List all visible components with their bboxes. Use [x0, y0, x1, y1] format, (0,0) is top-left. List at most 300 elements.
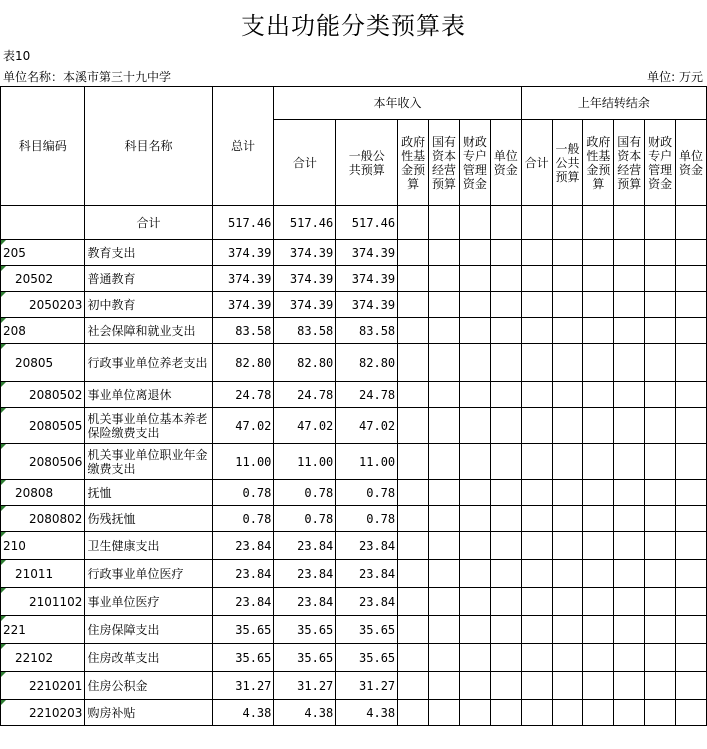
header-state-capital: 国有资本经营预算 [429, 120, 460, 206]
empty-cell [552, 644, 583, 672]
row-code: 2080802 [1, 506, 85, 532]
row-general: 23.84 [336, 560, 398, 588]
row-code: 20502 [1, 266, 85, 292]
header-code: 科目编码 [1, 87, 85, 206]
empty-cell [676, 560, 707, 588]
table-row [1, 588, 707, 616]
empty-cell [583, 318, 614, 344]
row-subtotal: 23.84 [274, 588, 336, 616]
empty-cell [583, 240, 614, 266]
row-name: 事业单位离退休 [85, 382, 212, 408]
empty-cell [429, 408, 460, 444]
empty-cell [429, 672, 460, 700]
header-ly-special: 财政专户管理资金 [645, 120, 676, 206]
empty-cell [583, 588, 614, 616]
empty-cell [490, 616, 521, 644]
empty-cell [552, 408, 583, 444]
empty-cell [398, 700, 429, 726]
empty-cell [676, 292, 707, 318]
empty-cell [429, 616, 460, 644]
row-name: 住房保障支出 [85, 616, 212, 644]
empty-cell [490, 382, 521, 408]
empty-cell [459, 444, 490, 480]
empty-cell [429, 480, 460, 506]
empty-cell [459, 292, 490, 318]
empty-cell [459, 700, 490, 726]
row-general: 47.02 [336, 408, 398, 444]
empty-cell [614, 560, 645, 588]
table-row [1, 408, 707, 444]
header-subtotal: 合计 [274, 120, 336, 206]
total-general: 517.46 [336, 206, 398, 240]
empty-cell [398, 444, 429, 480]
empty-cell [676, 266, 707, 292]
total-label: 合计 [85, 206, 212, 240]
row-total: 374.39 [212, 292, 274, 318]
empty-cell [676, 616, 707, 644]
empty-cell [521, 382, 552, 408]
empty-cell [676, 344, 707, 382]
empty-cell [583, 616, 614, 644]
empty-cell [676, 506, 707, 532]
empty-cell [398, 266, 429, 292]
empty-cell [490, 532, 521, 560]
empty-cell [645, 700, 676, 726]
header-gov-fund: 政府性基金预算 [398, 120, 429, 206]
empty-cell [490, 672, 521, 700]
empty-cell [429, 506, 460, 532]
empty-cell [645, 292, 676, 318]
row-total: 35.65 [212, 644, 274, 672]
empty-cell [676, 532, 707, 560]
empty-cell [614, 444, 645, 480]
row-subtotal: 35.65 [274, 644, 336, 672]
empty-cell [459, 560, 490, 588]
empty-cell [614, 506, 645, 532]
row-subtotal: 0.78 [274, 480, 336, 506]
empty-cell [429, 532, 460, 560]
empty-cell [614, 532, 645, 560]
total-total: 517.46 [212, 206, 274, 240]
row-code: 20805 [1, 344, 85, 382]
row-general: 0.78 [336, 506, 398, 532]
table-row [1, 616, 707, 644]
table-row [1, 560, 707, 588]
table-row [1, 444, 707, 480]
row-subtotal: 374.39 [274, 266, 336, 292]
empty-cell [521, 560, 552, 588]
empty-cell [614, 644, 645, 672]
empty-cell [459, 240, 490, 266]
row-general: 82.80 [336, 344, 398, 382]
row-total: 23.84 [212, 560, 274, 588]
empty-cell [521, 672, 552, 700]
row-subtotal: 82.80 [274, 344, 336, 382]
row-name: 行政事业单位医疗 [85, 560, 212, 588]
empty-cell [459, 480, 490, 506]
header-general: 一般公共预算 [336, 120, 398, 206]
empty-cell [614, 292, 645, 318]
table-number: 表10 [3, 49, 31, 63]
empty-cell [459, 408, 490, 444]
empty-cell [459, 506, 490, 532]
empty-cell [552, 382, 583, 408]
row-code: 2050203 [1, 292, 85, 318]
empty-cell [398, 292, 429, 318]
empty-cell [490, 480, 521, 506]
empty-cell [521, 240, 552, 266]
row-general: 35.65 [336, 644, 398, 672]
table-row [1, 344, 707, 382]
row-code: 2101102 [1, 588, 85, 616]
empty-cell [583, 382, 614, 408]
row-total: 31.27 [212, 672, 274, 700]
table-row [1, 266, 707, 292]
empty-cell [645, 532, 676, 560]
empty-cell [552, 480, 583, 506]
empty-cell [490, 644, 521, 672]
budget-table [0, 86, 707, 726]
empty-cell [398, 382, 429, 408]
empty-cell [583, 644, 614, 672]
row-subtotal: 374.39 [274, 292, 336, 318]
row-general: 374.39 [336, 292, 398, 318]
empty-cell [459, 616, 490, 644]
empty-cell [398, 318, 429, 344]
table-row [1, 700, 707, 726]
empty-cell [429, 560, 460, 588]
row-name: 社会保障和就业支出 [85, 318, 212, 344]
table-row [1, 506, 707, 532]
row-name: 事业单位医疗 [85, 588, 212, 616]
empty-cell [676, 644, 707, 672]
row-subtotal: 31.27 [274, 672, 336, 700]
empty-cell [583, 292, 614, 318]
header-ly-state-capital: 国有资本经营预算 [614, 120, 645, 206]
empty-cell [676, 318, 707, 344]
row-total: 23.84 [212, 588, 274, 616]
empty-cell [429, 318, 460, 344]
empty-cell [490, 408, 521, 444]
table-row [1, 240, 707, 266]
empty-cell [583, 480, 614, 506]
row-total: 23.84 [212, 532, 274, 560]
row-code: 2210201 [1, 672, 85, 700]
header-special: 财政专户管理资金 [459, 120, 490, 206]
row-general: 31.27 [336, 672, 398, 700]
row-general: 83.58 [336, 318, 398, 344]
row-name: 住房改革支出 [85, 644, 212, 672]
header-ly-gov-fund: 政府性基金预算 [583, 120, 614, 206]
header-name: 科目名称 [85, 87, 212, 206]
table-row [1, 532, 707, 560]
empty-cell [398, 240, 429, 266]
empty-cell [614, 344, 645, 382]
empty-cell [429, 240, 460, 266]
row-code: 208 [1, 318, 85, 344]
empty-cell [583, 344, 614, 382]
row-total: 11.00 [212, 444, 274, 480]
row-code: 2080505 [1, 408, 85, 444]
empty-cell [398, 644, 429, 672]
row-code: 210 [1, 532, 85, 560]
empty-cell [645, 560, 676, 588]
row-general: 374.39 [336, 240, 398, 266]
row-code: 22102 [1, 644, 85, 672]
unit-label: 单位: 万元 [647, 70, 703, 84]
empty-cell [398, 480, 429, 506]
empty-cell [521, 588, 552, 616]
empty-cell [521, 506, 552, 532]
empty-cell [614, 672, 645, 700]
empty-cell [459, 644, 490, 672]
row-name: 行政事业单位养老支出 [85, 344, 212, 382]
empty-cell [490, 344, 521, 382]
header-total: 总计 [212, 87, 274, 206]
empty-cell [490, 292, 521, 318]
empty-cell [583, 444, 614, 480]
empty-cell [583, 506, 614, 532]
row-total: 83.58 [212, 318, 274, 344]
row-general: 24.78 [336, 382, 398, 408]
empty-cell [645, 408, 676, 444]
empty-cell [676, 588, 707, 616]
empty-cell [398, 344, 429, 382]
empty-cell [398, 588, 429, 616]
empty-cell [521, 266, 552, 292]
empty-cell [552, 344, 583, 382]
empty-cell [490, 506, 521, 532]
row-name: 伤残抚恤 [85, 506, 212, 532]
row-general: 11.00 [336, 444, 398, 480]
empty-cell [429, 700, 460, 726]
empty-cell [583, 266, 614, 292]
empty-cell [614, 408, 645, 444]
row-name: 普通教育 [85, 266, 212, 292]
row-name: 初中教育 [85, 292, 212, 318]
header-last-year: 上年结转结余 [521, 87, 706, 120]
empty-cell [645, 616, 676, 644]
empty-cell [676, 240, 707, 266]
empty-cell [398, 532, 429, 560]
empty-cell [614, 382, 645, 408]
empty-cell [521, 408, 552, 444]
empty-cell [583, 408, 614, 444]
empty-cell [459, 672, 490, 700]
table-row [1, 382, 707, 408]
empty-cell [645, 444, 676, 480]
row-name: 住房公积金 [85, 672, 212, 700]
row-code: 20808 [1, 480, 85, 506]
header-ly-general: 一般公共预算 [552, 120, 583, 206]
row-total: 35.65 [212, 616, 274, 644]
empty-cell [429, 292, 460, 318]
empty-cell [552, 588, 583, 616]
table-row [1, 480, 707, 506]
empty-cell [614, 266, 645, 292]
empty-cell [676, 700, 707, 726]
empty-cell [676, 480, 707, 506]
row-code: 21011 [1, 560, 85, 588]
total-subtotal: 517.46 [274, 206, 336, 240]
empty-cell [429, 444, 460, 480]
row-name: 卫生健康支出 [85, 532, 212, 560]
row-code: 2080502 [1, 382, 85, 408]
row-subtotal: 23.84 [274, 532, 336, 560]
row-subtotal: 47.02 [274, 408, 336, 444]
empty-cell [676, 672, 707, 700]
empty-cell [398, 560, 429, 588]
header-this-year: 本年收入 [274, 87, 521, 120]
empty-cell [521, 344, 552, 382]
empty-cell [429, 266, 460, 292]
empty-cell [521, 444, 552, 480]
row-code: 2080506 [1, 444, 85, 480]
empty-cell [552, 292, 583, 318]
empty-cell [459, 382, 490, 408]
row-subtotal: 83.58 [274, 318, 336, 344]
empty-cell [398, 408, 429, 444]
empty-cell [676, 408, 707, 444]
empty-cell [521, 318, 552, 344]
empty-cell [614, 240, 645, 266]
empty-cell [459, 266, 490, 292]
row-code: 221 [1, 616, 85, 644]
empty-cell [645, 588, 676, 616]
row-general: 35.65 [336, 616, 398, 644]
empty-cell [459, 318, 490, 344]
row-subtotal: 0.78 [274, 506, 336, 532]
row-subtotal: 24.78 [274, 382, 336, 408]
empty-cell [676, 444, 707, 480]
row-total: 0.78 [212, 480, 274, 506]
header-unit-funds: 单位资金 [490, 120, 521, 206]
row-total: 374.39 [212, 266, 274, 292]
empty-cell [552, 532, 583, 560]
empty-cell [583, 672, 614, 700]
row-general: 374.39 [336, 266, 398, 292]
empty-cell [552, 560, 583, 588]
empty-cell [490, 240, 521, 266]
header-ly-unit-funds: 单位资金 [676, 120, 707, 206]
row-name: 购房补贴 [85, 700, 212, 726]
row-subtotal: 23.84 [274, 560, 336, 588]
row-total: 0.78 [212, 506, 274, 532]
empty-cell [521, 616, 552, 644]
row-subtotal: 11.00 [274, 444, 336, 480]
empty-cell [552, 266, 583, 292]
empty-cell [614, 480, 645, 506]
row-total: 374.39 [212, 240, 274, 266]
empty-cell [429, 588, 460, 616]
empty-cell [583, 532, 614, 560]
empty-cell [645, 382, 676, 408]
row-name: 抚恤 [85, 480, 212, 506]
empty-cell [490, 266, 521, 292]
row-total: 4.38 [212, 700, 274, 726]
empty-cell [521, 644, 552, 672]
empty-cell [490, 588, 521, 616]
empty-cell [552, 318, 583, 344]
row-subtotal: 4.38 [274, 700, 336, 726]
empty-cell [490, 700, 521, 726]
empty-cell [521, 700, 552, 726]
row-subtotal: 35.65 [274, 616, 336, 644]
unit-name: 单位名称：本溪市第三十九中学 [3, 70, 172, 84]
empty-cell [459, 532, 490, 560]
empty-cell [429, 644, 460, 672]
table-row [1, 292, 707, 318]
empty-cell [521, 292, 552, 318]
row-subtotal: 374.39 [274, 240, 336, 266]
empty-cell [552, 240, 583, 266]
row-general: 0.78 [336, 480, 398, 506]
empty-cell [614, 318, 645, 344]
row-code: 2210203 [1, 700, 85, 726]
empty-cell [398, 506, 429, 532]
empty-cell [645, 266, 676, 292]
empty-cell [521, 480, 552, 506]
empty-cell [490, 318, 521, 344]
empty-cell [645, 644, 676, 672]
empty-cell [645, 240, 676, 266]
empty-cell [614, 700, 645, 726]
empty-cell [583, 560, 614, 588]
empty-cell [645, 480, 676, 506]
empty-cell [490, 560, 521, 588]
row-code: 205 [1, 240, 85, 266]
row-total: 24.78 [212, 382, 274, 408]
total-row [1, 206, 707, 240]
row-general: 4.38 [336, 700, 398, 726]
table-row [1, 318, 707, 344]
row-name: 机关事业单位职业年金缴费支出 [85, 444, 212, 480]
row-general: 23.84 [336, 532, 398, 560]
header-ly-subtotal: 合计 [521, 120, 552, 206]
row-total: 82.80 [212, 344, 274, 382]
empty-cell [398, 616, 429, 644]
row-total: 47.02 [212, 408, 274, 444]
empty-cell [645, 506, 676, 532]
table-row [1, 644, 707, 672]
empty-cell [552, 672, 583, 700]
empty-cell [583, 700, 614, 726]
row-name: 教育支出 [85, 240, 212, 266]
empty-cell [552, 444, 583, 480]
empty-cell [676, 382, 707, 408]
empty-cell [459, 588, 490, 616]
page-title: 支出功能分类预算表 [241, 12, 466, 40]
row-name: 机关事业单位基本养老保险缴费支出 [85, 408, 212, 444]
empty-cell [429, 382, 460, 408]
empty-cell [552, 506, 583, 532]
empty-cell [645, 672, 676, 700]
empty-cell [490, 444, 521, 480]
empty-cell [645, 344, 676, 382]
empty-cell [398, 672, 429, 700]
empty-cell [614, 588, 645, 616]
empty-cell [459, 344, 490, 382]
table-row [1, 672, 707, 700]
empty-cell [614, 616, 645, 644]
empty-cell [552, 700, 583, 726]
row-general: 23.84 [336, 588, 398, 616]
total-code [1, 206, 85, 240]
empty-cell [645, 318, 676, 344]
empty-cell [552, 616, 583, 644]
empty-cell [429, 344, 460, 382]
empty-cell [521, 532, 552, 560]
